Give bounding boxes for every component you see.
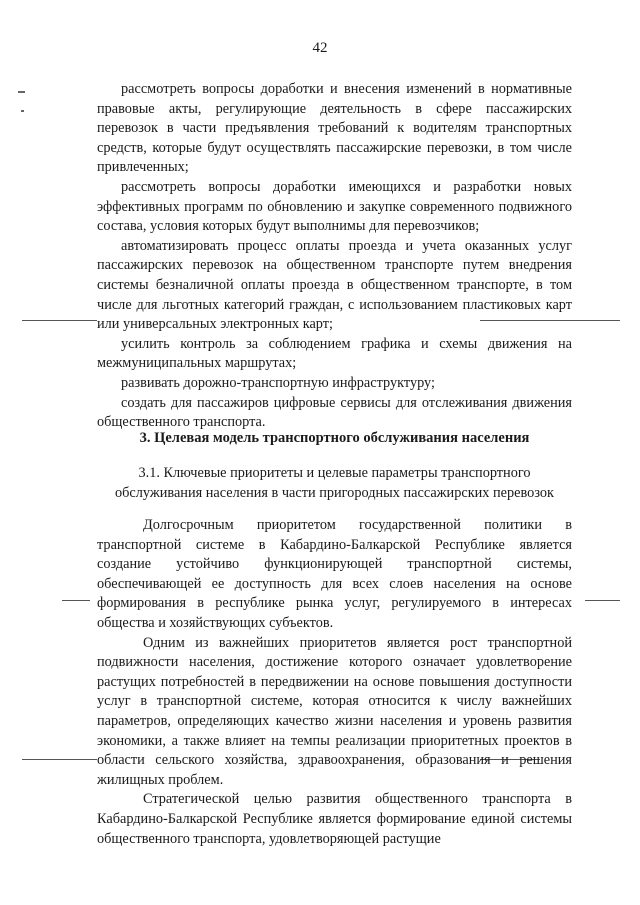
body-paragraph: Стратегической целью развития общественного транспорта в Кабардино-Балкарской Республике является формирование единой системы общественного транспорта, удовлетворяющей растущие: [97, 791, 572, 847]
list-item: рассмотреть вопросы доработки и внесения изменений в нормативные правовые акты, регулирующие деятельность в сфере пассажирских перевозок в части предъявления требований к водителям транспортных средств, которые будут осуществлять пассажирские перевозки, в том числе привлеченных;: [97, 81, 572, 176]
list-item: рассмотреть вопросы доработки имеющихся и разработки новых эффективных программ по обновлению и закупке современного подвижного состава, условия которых будут выполнимы для перевозчиков;: [97, 178, 572, 235]
subsection-heading-line: 3.1. Ключевые приоритеты и целевые параметры транспортного: [138, 465, 531, 481]
list-item: усилить контроль за соблюдением графика и схемы движения на межмуниципальных маршрутах;: [97, 335, 572, 372]
list-item: автоматизировать процесс оплаты проезда и учета оказанных услуг пассажирских перевозок на общественном транспорте путем внедрения системы безналичной оплаты проезда в общественном транспорте, в том числе для льготных категорий граждан, с использованием пластиковых карт или универсальных электронных карт;: [97, 237, 572, 333]
section-heading: 3. Целевая модель транспортного обслуживания населения: [139, 430, 530, 446]
body-paragraph: Одним из важнейших приоритетов является рост транспортной подвижности населения, достижение которого означает удовлетворение растущих потребностей в передвижении на основе повышения доступности услуг в транспортной системе, которая относится к числу важнейших параметров, определяющих качество жизни населения и уровень развития экономики, а также влияет на темпы реализации приоритетных проектов в области сельского хозяйства, здравоохранения, образования и решения жилищных проблем.: [97, 634, 572, 788]
list-item: создать для пассажиров цифровые сервисы для отслеживания движения общественного транспорта.: [97, 394, 572, 431]
body-text: [97, 516, 572, 849]
body-paragraph: Долгосрочным приоритетом государственной политики в транспортной системе в Кабардино-Балкарской Республике является создание устойчиво функционирующей транспортной системы, обеспечивающей ее доступность для всех слоев населения на основе формирования в республике рынка услуг, регулируемого в интересах общества и хозяйствующих субъектов.: [97, 517, 572, 631]
scan-line: [585, 600, 620, 601]
measures-list: [97, 80, 572, 433]
scan-line: [62, 600, 90, 601]
subsection-heading: [97, 463, 572, 503]
scan-line: [22, 320, 97, 321]
scan-mark: [21, 110, 24, 112]
subsection-heading-line: обслуживания населения в части пригородных пассажирских перевозок: [115, 485, 554, 501]
page-number: 42: [312, 40, 328, 56]
list-item: развивать дорожно-транспортную инфраструктуру;: [121, 374, 435, 391]
scan-line: [22, 759, 97, 760]
scan-mark: [18, 91, 25, 93]
